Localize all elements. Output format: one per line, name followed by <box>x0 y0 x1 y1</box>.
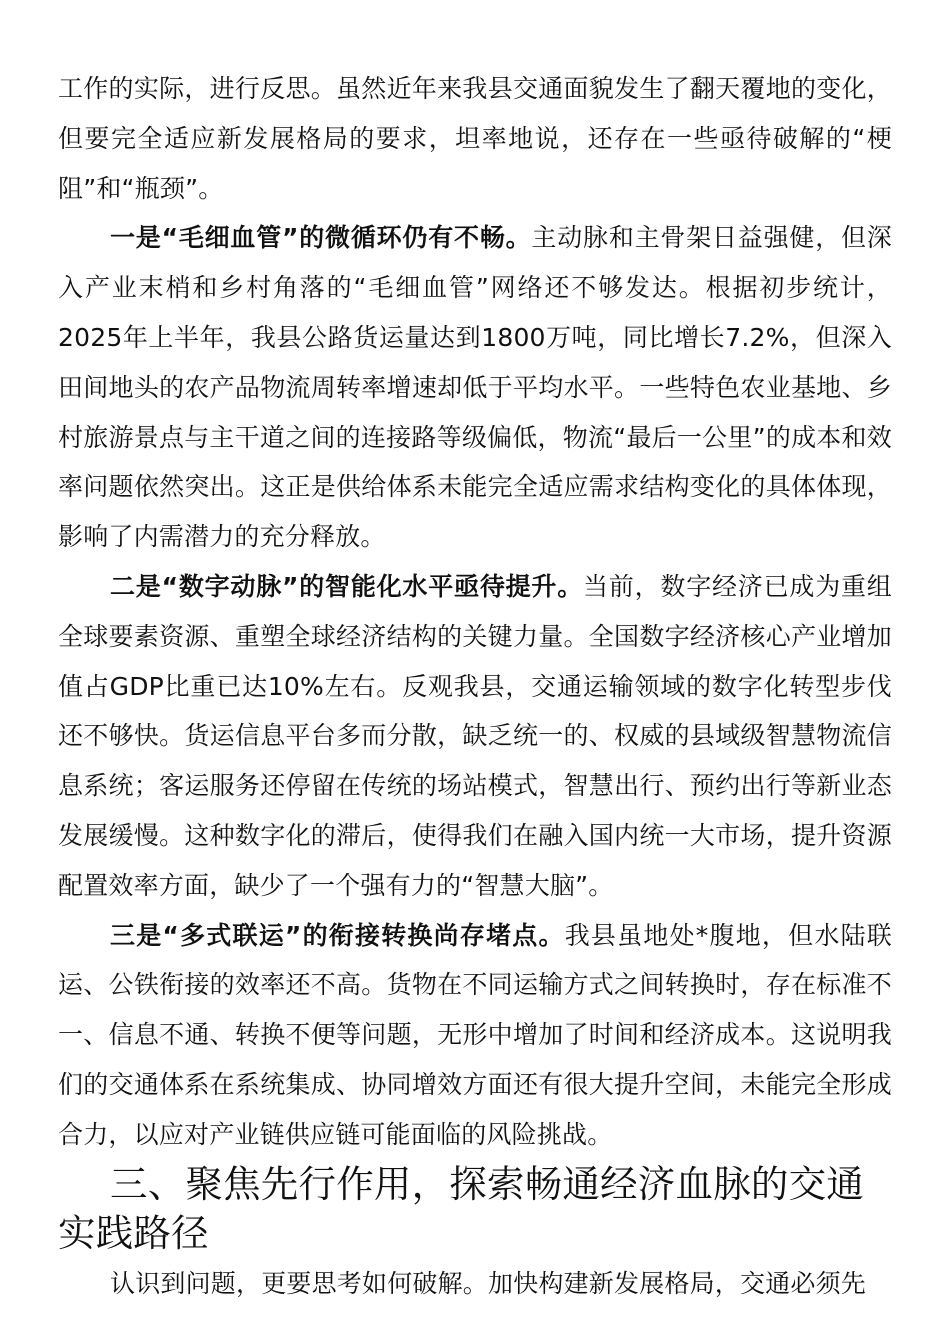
document-page <box>58 64 892 1309</box>
paragraph-lead: 二是“数字动脉”的智能化水平亟待提升。 <box>110 571 584 601</box>
paragraph-point-1 <box>58 213 892 562</box>
section-heading: 三、聚焦先行作用，探索畅通经济血脉的交通实践路径 <box>58 1161 864 1256</box>
paragraph-lead: 一是“毛细血管”的微循环仍有不畅。 <box>110 223 532 253</box>
paragraph-point-3 <box>58 911 892 1160</box>
paragraph-intro <box>58 64 892 213</box>
paragraph-closing <box>58 1259 892 1309</box>
paragraph-text: 认识到问题，更要思考如何破解。加快构建新发展格局，交通必须先 <box>110 1269 867 1299</box>
paragraph-text: 当前，数字经济已成为重组全球要素资源、重塑全球经济结构的关键力量。全国数字经济核心产业增加值占GDP比重已达10%左右。反观我县，交通运输领域的数字化转型步伐还不够快。货运信息平台多而分散，缺乏统一的、权威的县域级智慧物流信息系统；客运服务还停留在传统的场站模式，智慧出行、预约出行等新业态发展缓慢。这种数字化的滞后，使得我们在融入国内统一大市场，提升资源配置效率方面，缺少了一个强有力的“智慧大脑”。 <box>58 571 892 900</box>
paragraph-text: 工作的实际，进行反思。虽然近年来我县交通面貌发生了翻天覆地的变化，但要完全适应新发展格局的要求，坦率地说，还存在一些亟待破解的“梗阻”和“瓶颈”。 <box>58 74 892 203</box>
paragraph-text: 主动脉和主骨架日益强健，但深入产业末梢和乡村角落的“毛细血管”网络还不够发达。根据初步统计，2025年上半年，我县公路货运量达到1800万吨，同比增长7.2%，但深入田间地头的农产品物流周转率增速却低于平均水平。一些特色农业基地、乡村旅游景点与主干道之间的连接路等级偏低，物流“最后一公里”的成本和效率问题依然突出。这正是供给体系未能完全适应需求结构变化的具体体现，影响了内需潜力的充分释放。 <box>58 223 892 552</box>
paragraph-point-2 <box>58 562 892 911</box>
paragraph-text: 我县虽地处*腹地，但水陆联运、公铁衔接的效率还不高。货物在不同运输方式之间转换时，存在标准不一、信息不通、转换不便等问题，无形中增加了时间和经济成本。这说明我们的交通体系在系统集成、协同增效方面还有很大提升空间，未能完全形成合力，以应对产业链供应链可能面临的风险挑战。 <box>58 920 892 1149</box>
paragraph-lead: 三是“多式联运”的衔接转换尚存堵点。 <box>110 920 565 950</box>
